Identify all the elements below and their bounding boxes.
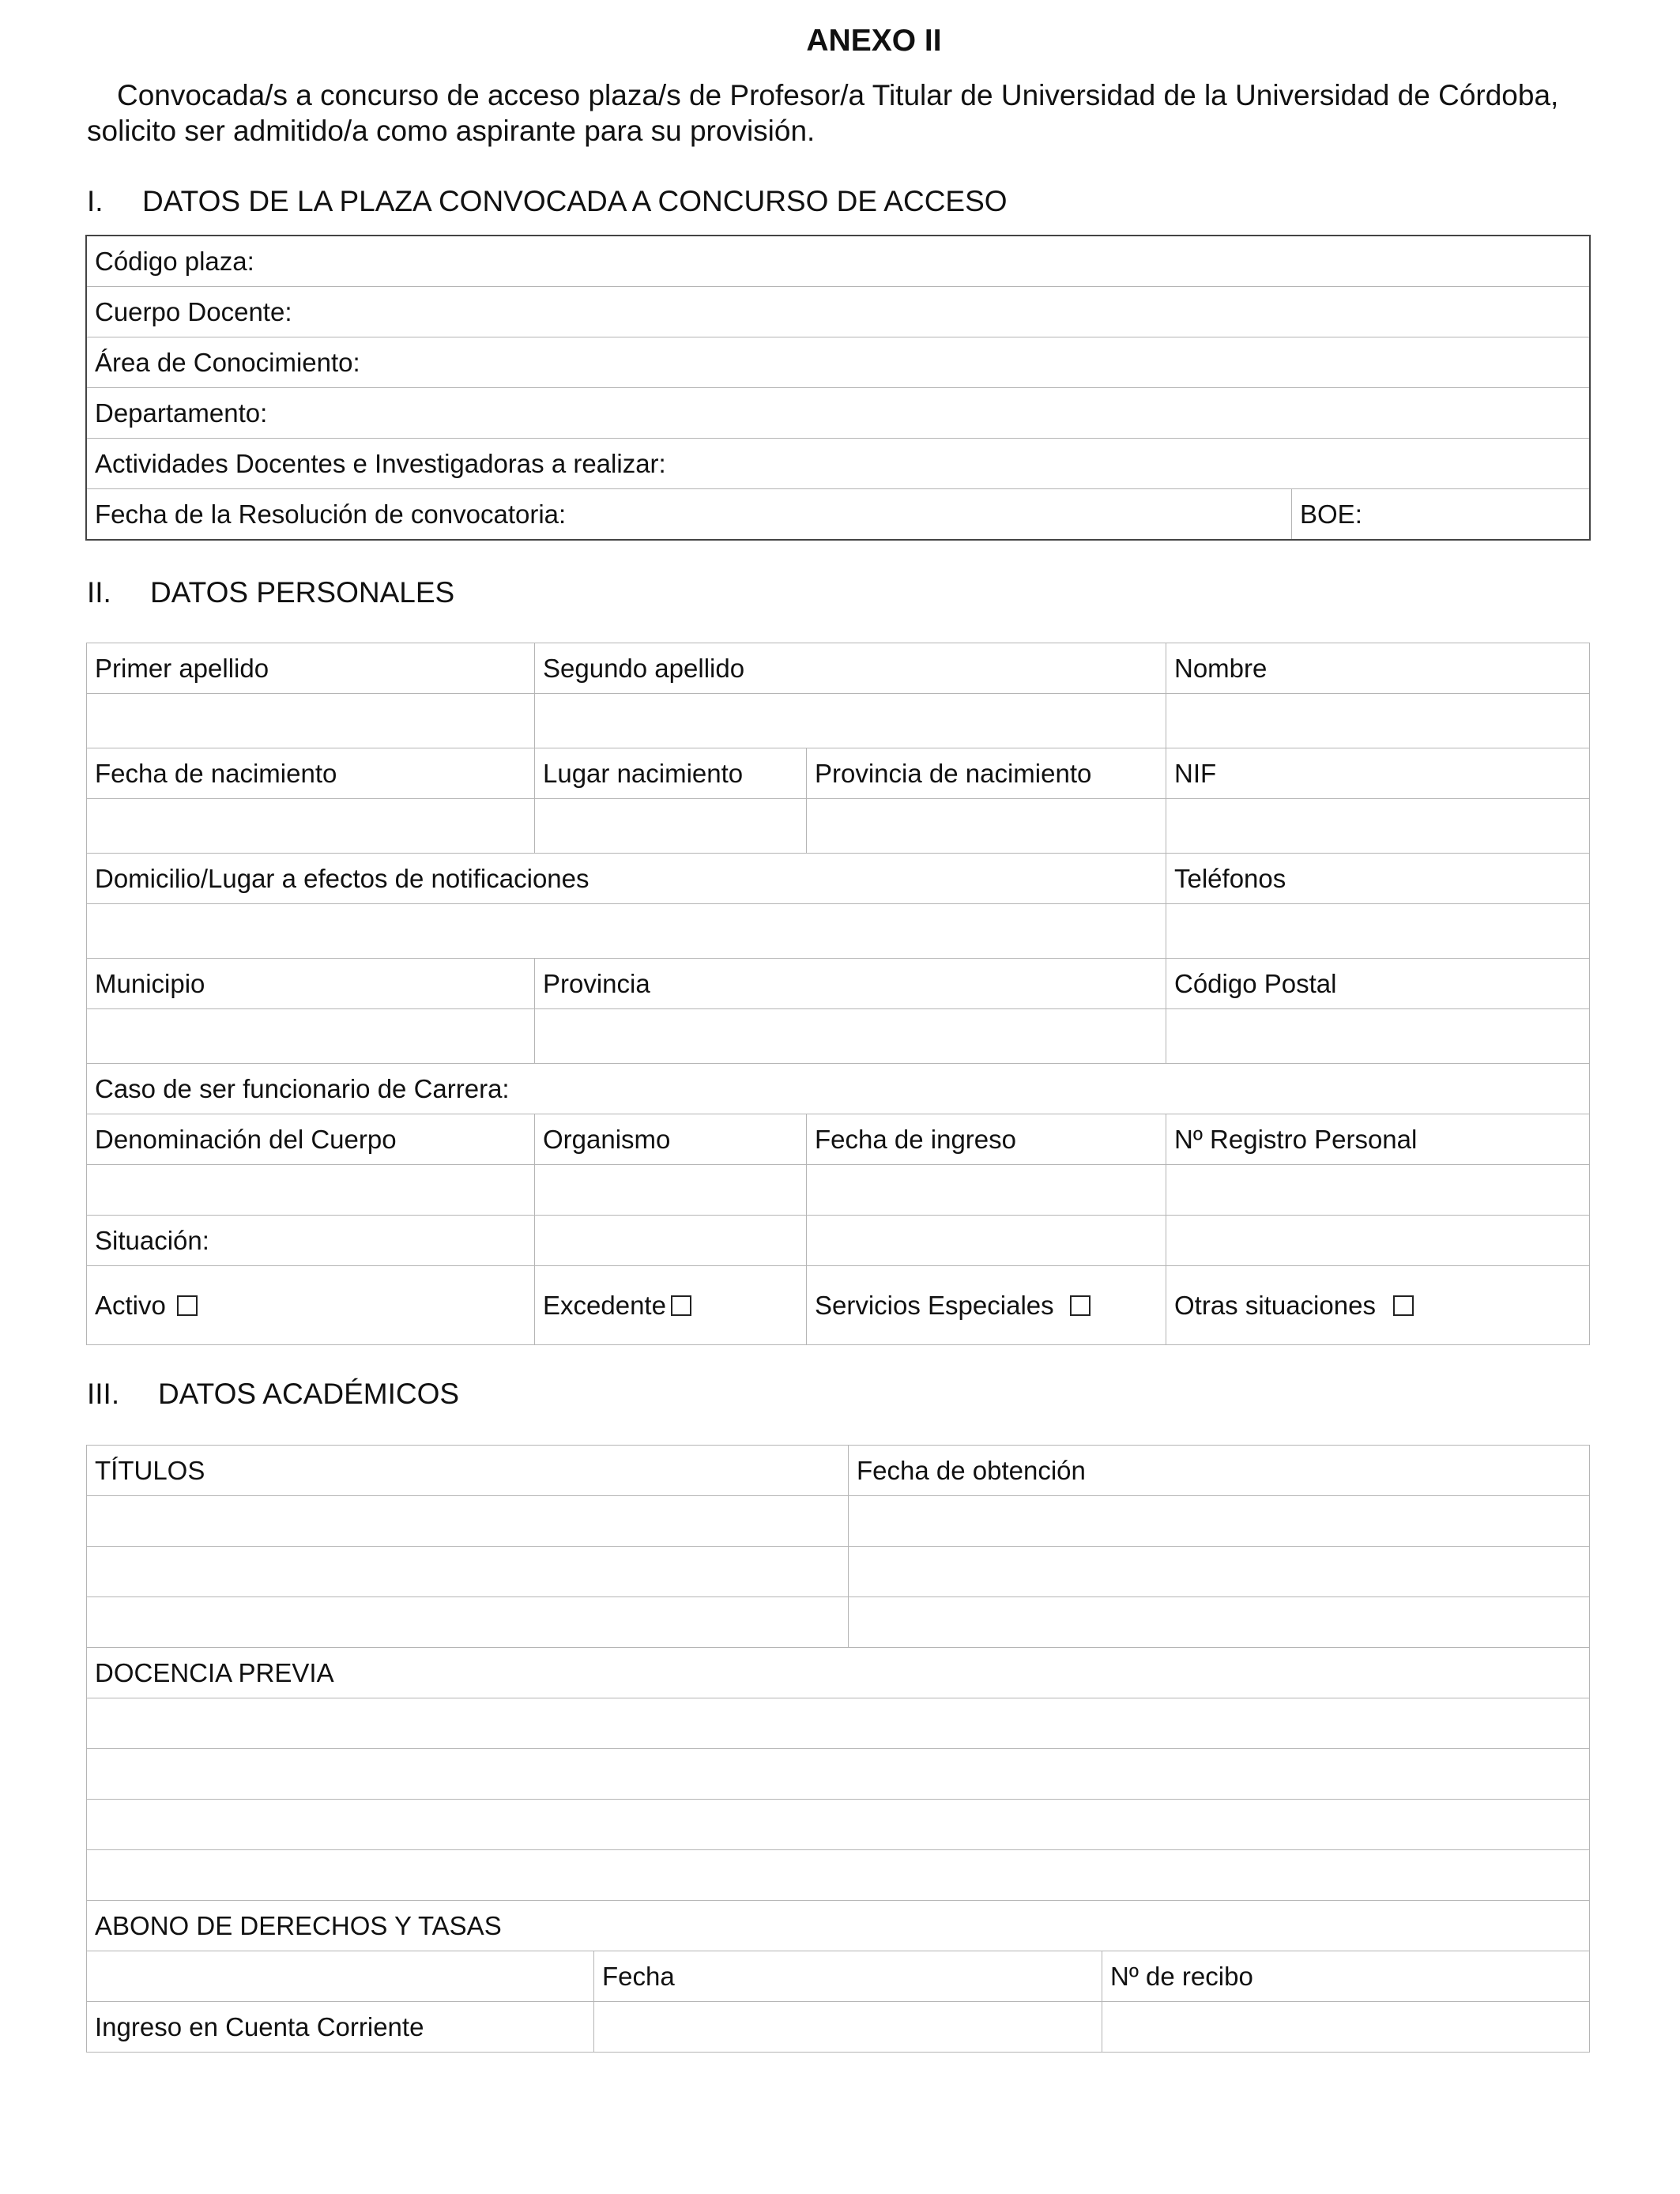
docencia-previa-label: DOCENCIA PREVIA xyxy=(95,1657,334,1687)
telefonos-header xyxy=(1166,854,1590,904)
docencia-previa-input[interactable] xyxy=(87,1698,1590,1749)
funcionario-label: Caso de ser funcionario de Carrera: xyxy=(95,1073,510,1103)
docencia-previa-input[interactable] xyxy=(87,1800,1590,1850)
plaza-table xyxy=(86,236,1590,540)
municipio-label: Municipio xyxy=(95,968,205,998)
domicilio-input[interactable] xyxy=(87,904,1166,959)
fecha-nacimiento-label: Fecha de nacimiento xyxy=(95,758,337,788)
docencia-previa-input[interactable] xyxy=(87,1850,1590,1901)
titulos-label: TÍTULOS xyxy=(95,1455,205,1485)
domicilio-header xyxy=(87,854,1166,904)
primer-apellido-input[interactable] xyxy=(87,694,535,748)
cuerpo-docente-field[interactable] xyxy=(87,287,1590,337)
fecha-obtencion-input[interactable] xyxy=(849,1597,1590,1648)
section-1-heading xyxy=(87,184,1008,219)
provincia-header xyxy=(535,959,1166,1009)
titulo-input[interactable] xyxy=(87,1547,849,1597)
otras-situaciones-option[interactable] xyxy=(1166,1266,1590,1345)
excedente-option[interactable] xyxy=(535,1266,807,1345)
actividades-label: Actividades Docentes e Investigadoras a realizar: xyxy=(95,448,666,478)
organismo-input[interactable] xyxy=(535,1165,807,1216)
fecha-label: Fecha xyxy=(602,1961,675,1991)
fecha-nacimiento-input[interactable] xyxy=(87,799,535,854)
document-title: ANEXO II xyxy=(806,24,942,58)
registro-personal-input[interactable] xyxy=(1166,1165,1590,1216)
titulos-header xyxy=(87,1446,849,1496)
intro-line-2: solicito ser admitido/a como aspirante para su provisión. xyxy=(87,115,816,147)
fecha-obtencion-label: Fecha de obtención xyxy=(857,1455,1086,1485)
activo-label: Activo xyxy=(95,1290,166,1320)
lugar-nacimiento-label: Lugar nacimiento xyxy=(543,758,744,788)
recibo-header xyxy=(1102,1951,1590,2002)
intro-line-1: Convocada/s a concurso de acceso plaza/s de Profesor/a Titular de Universidad de la Universidad de Córdoba, xyxy=(117,79,1559,111)
servicios-especiales-option[interactable] xyxy=(807,1266,1166,1345)
telefonos-input[interactable] xyxy=(1166,904,1590,959)
codigo-plaza-label: Código plaza: xyxy=(95,246,254,276)
otras-situaciones-checkbox[interactable] xyxy=(1393,1295,1414,1316)
abono-header xyxy=(87,1901,1590,1951)
nif-label: NIF xyxy=(1174,758,1217,788)
situacion-cell-3 xyxy=(807,1216,1166,1266)
titulo-input[interactable] xyxy=(87,1597,849,1648)
organismo-label: Organismo xyxy=(543,1124,671,1154)
docencia-previa-header xyxy=(87,1648,1590,1698)
abono-blank-cell xyxy=(87,1951,594,2002)
recibo-input[interactable] xyxy=(1102,2002,1590,2053)
activo-option[interactable] xyxy=(87,1266,535,1345)
fecha-nacimiento-header xyxy=(87,748,535,799)
situacion-header xyxy=(87,1216,535,1266)
servicios-especiales-label: Servicios Especiales xyxy=(815,1290,1054,1320)
primer-apellido-label: Primer apellido xyxy=(95,653,269,683)
excedente-label: Excedente xyxy=(543,1290,666,1320)
fecha-ingreso-input[interactable] xyxy=(807,1165,1166,1216)
segundo-apellido-header xyxy=(535,643,1166,694)
registro-personal-header xyxy=(1166,1114,1590,1165)
actividades-field[interactable] xyxy=(87,439,1590,489)
academic-table xyxy=(86,1445,1590,1901)
primer-apellido-header xyxy=(87,643,535,694)
fecha-obtencion-input[interactable] xyxy=(849,1547,1590,1597)
codigo-plaza-field[interactable] xyxy=(87,236,1590,287)
departamento-label: Departamento: xyxy=(95,398,268,428)
organismo-header xyxy=(535,1114,807,1165)
codigo-postal-header xyxy=(1166,959,1590,1009)
fecha-ingreso-label: Fecha de ingreso xyxy=(815,1124,1016,1154)
lugar-nacimiento-header xyxy=(535,748,807,799)
departamento-field[interactable] xyxy=(87,388,1590,439)
otras-situaciones-label: Otras situaciones xyxy=(1174,1290,1376,1320)
section-3-title: DATOS ACADÉMICOS xyxy=(158,1378,460,1410)
municipio-header xyxy=(87,959,535,1009)
codigo-postal-input[interactable] xyxy=(1166,1009,1590,1064)
fecha-ingreso-cuenta-input[interactable] xyxy=(594,2002,1102,2053)
provincia-label: Provincia xyxy=(543,968,650,998)
recibo-label: Nº de recibo xyxy=(1110,1961,1253,1991)
nombre-header xyxy=(1166,643,1590,694)
area-conocimiento-field[interactable] xyxy=(87,337,1590,388)
fecha-resolucion-field[interactable] xyxy=(87,489,1292,540)
segundo-apellido-label: Segundo apellido xyxy=(543,653,745,683)
domicilio-label: Domicilio/Lugar a efectos de notificaciones xyxy=(95,863,590,893)
area-conocimiento-label: Área de Conocimiento: xyxy=(95,347,360,377)
abono-table xyxy=(86,1900,1590,2053)
denominacion-cuerpo-label: Denominación del Cuerpo xyxy=(95,1124,397,1154)
fecha-obtencion-input[interactable] xyxy=(849,1496,1590,1547)
section-3-number: III. xyxy=(87,1378,120,1410)
docencia-previa-input[interactable] xyxy=(87,1749,1590,1800)
provincia-input[interactable] xyxy=(535,1009,1166,1064)
abono-label: ABONO DE DERECHOS Y TASAS xyxy=(95,1910,502,1940)
section-2-number: II. xyxy=(87,576,111,609)
funcionario-header xyxy=(87,1064,1590,1114)
nif-header xyxy=(1166,748,1590,799)
cuerpo-docente-label: Cuerpo Docente: xyxy=(95,296,292,326)
provincia-nacimiento-header xyxy=(807,748,1166,799)
personal-data-table xyxy=(86,643,1590,1345)
boe-field[interactable] xyxy=(1292,489,1590,540)
situacion-label: Situación: xyxy=(95,1225,209,1255)
ingreso-cuenta-cell xyxy=(87,2002,594,2053)
provincia-nacimiento-label: Provincia de nacimiento xyxy=(815,758,1092,788)
telefonos-label: Teléfonos xyxy=(1174,863,1286,893)
municipio-input[interactable] xyxy=(87,1009,535,1064)
situacion-cell-4 xyxy=(1166,1216,1590,1266)
situacion-cell-2 xyxy=(535,1216,807,1266)
section-1-title: DATOS DE LA PLAZA CONVOCADA A CONCURSO DE ACCESO xyxy=(142,185,1008,217)
activo-checkbox[interactable] xyxy=(177,1295,198,1316)
denominacion-cuerpo-input[interactable] xyxy=(87,1165,535,1216)
codigo-postal-label: Código Postal xyxy=(1174,968,1337,998)
ingreso-cuenta-label: Ingreso en Cuenta Corriente xyxy=(95,2011,424,2041)
section-3-heading xyxy=(87,1377,459,1412)
titulo-input[interactable] xyxy=(87,1496,849,1547)
denominacion-cuerpo-header xyxy=(87,1114,535,1165)
nif-input[interactable] xyxy=(1166,799,1590,854)
provincia-nacimiento-input[interactable] xyxy=(807,799,1166,854)
servicios-especiales-checkbox[interactable] xyxy=(1070,1295,1090,1316)
fecha-obtencion-header xyxy=(849,1446,1590,1496)
fecha-header xyxy=(594,1951,1102,2002)
nombre-input[interactable] xyxy=(1166,694,1590,748)
nombre-label: Nombre xyxy=(1174,653,1268,683)
boe-label: BOE: xyxy=(1300,499,1362,529)
section-2-heading xyxy=(87,575,454,610)
intro-paragraph xyxy=(87,77,1612,149)
segundo-apellido-input[interactable] xyxy=(535,694,1166,748)
lugar-nacimiento-input[interactable] xyxy=(535,799,807,854)
registro-personal-label: Nº Registro Personal xyxy=(1174,1124,1418,1154)
excedente-checkbox[interactable] xyxy=(671,1295,691,1316)
section-1-number: I. xyxy=(87,185,104,217)
fecha-ingreso-header xyxy=(807,1114,1166,1165)
section-2-title: DATOS PERSONALES xyxy=(150,576,455,609)
fecha-resolucion-label: Fecha de la Resolución de convocatoria: xyxy=(95,499,567,529)
